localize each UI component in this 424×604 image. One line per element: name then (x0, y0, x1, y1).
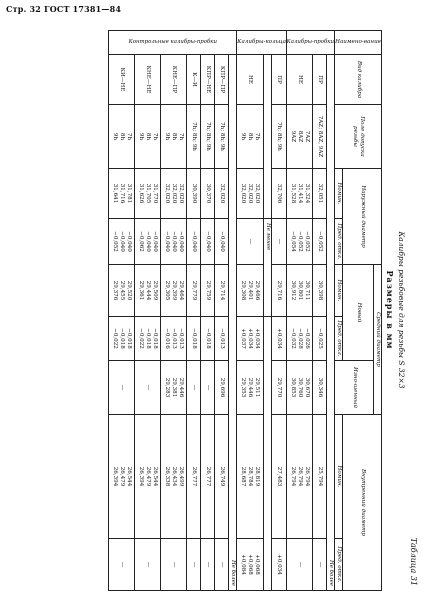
cell-md: 29,714 (214, 265, 228, 317)
cell-tol: 7h 8h 9h (108, 105, 134, 169)
cell-md: 29,779 (186, 265, 200, 317)
cell-id-dev: — (108, 539, 134, 591)
cell-id: 26,544 26,479 26,394 (134, 415, 160, 539)
gauge-dimensions-table (108, 30, 382, 591)
col-header-inner-diameter: Внутренний диаметр (343, 415, 382, 591)
cell-md-dev: +0,034 +0,034 +0,037 (236, 317, 263, 361)
cell-id-dev: +0,068 +0,068 +0,084 (236, 539, 263, 591)
cell-tol: 7h; 8h; 9h (200, 105, 214, 169)
cell-type: НЕ (236, 55, 263, 105)
cell-id-dev: — (134, 539, 160, 591)
cell-md-worn: 29,446 29,381 29,283 (160, 361, 186, 415)
col-header-tolerance: Поле допуска резьбы (335, 105, 382, 169)
col-header-middle-dev: Пред. откл. (335, 317, 343, 361)
cell-tol: 7h 8h 9h (134, 105, 160, 169)
cell-od-dev: — (272, 219, 287, 265)
cell-tol: 7h; 8h; 9h (214, 105, 228, 169)
table-row (160, 31, 186, 591)
cell-md: 29,716 (272, 265, 287, 317)
cell-tol: 7h; 8h; 9h (186, 105, 200, 169)
group-label-control: Контрольные калибры-пробки (108, 31, 236, 55)
table-number: Таблица 31 (409, 537, 418, 586)
cell-md-dev: −0,025 (312, 317, 326, 361)
band-ne-bolee: Не более (327, 55, 335, 591)
cell-md: 29,466 29,401 29,308 (236, 265, 263, 317)
table-row (312, 31, 326, 591)
table-row (186, 31, 200, 591)
cell-od-dev: −0,040 −0,040 −0,052 (108, 219, 134, 265)
cell-md: 29,759 (200, 265, 214, 317)
band-ne-menee: Не менее (263, 219, 271, 317)
cell-od: 31,770 31,705 31,626 (134, 169, 160, 219)
cell-md-worn: 30,346 (312, 361, 326, 415)
col-header-new: Новый (343, 265, 374, 361)
cell-id: 26,794 26,794 26,794 (286, 415, 312, 539)
col-header-inner-nom: Номин. (335, 415, 343, 539)
cell-od-dev: −0,040 (200, 219, 214, 265)
cell-od-dev: −0,052 (312, 219, 326, 265)
cell-id: 26,777 (186, 415, 200, 539)
cell-md: 29,464 29,399 29,305 (160, 265, 186, 317)
cell-tol: 7h 8h 9h (160, 105, 186, 169)
cell-type: НЕ (286, 55, 312, 105)
table-title: Калибры резьбовые для резьбы S 32×3 (397, 231, 406, 389)
cell-od: 30,370 (200, 169, 214, 219)
cell-id: 27,483 (272, 415, 287, 539)
cell-tol: 7AZ 8AZ 9AZ (286, 105, 312, 169)
col-header-outer-diameter: Наружный диаметр (343, 169, 382, 265)
cell-tol: 7h 8h 9h (236, 105, 263, 169)
table-units: Размеры в мм (385, 270, 395, 350)
cell-md-dev: −0,018 −0,018 −0,022 (134, 317, 160, 361)
table-row (134, 31, 160, 591)
cell-od-dev: — (236, 219, 263, 265)
cell-od: 31,781 31,716 31,641 (108, 169, 134, 219)
col-header-outer-nom: Номин. (335, 169, 343, 219)
cell-od-dev: −0,040 −0,040 −0,040 (160, 219, 186, 265)
cell-md-worn: 30,670 30,760 30,853 (286, 361, 312, 415)
cell-id-dev: — (186, 539, 200, 591)
cell-od: 30,390 (186, 169, 200, 219)
cell-type: КПР—ПР (214, 55, 228, 105)
cell-type: ПР (272, 55, 287, 105)
cell-md: 30,711 30,801 30,912 (286, 265, 312, 317)
cell-id-dev: — (214, 539, 228, 591)
cell-id-dev: — (312, 539, 326, 591)
table-row (214, 31, 228, 591)
cell-type: КНЕ—НЕ (134, 55, 160, 105)
group-label-plugs: Калибры-пробки (286, 31, 334, 55)
cell-tol: 7h; 8h; 9h (272, 105, 287, 169)
cell-id-dev: — (286, 539, 312, 591)
cell-id: 26,499 26,434 26,338 (160, 415, 186, 539)
table-row (272, 31, 287, 591)
cell-od: 32,020 (214, 169, 228, 219)
table-row (236, 31, 263, 591)
cell-type: КПР—НЕ (200, 55, 214, 105)
cell-id: 25,794 (312, 415, 326, 539)
cell-md: 30,398 (312, 265, 326, 317)
col-header-outer-dev: Пред. откл. (335, 219, 343, 265)
band-empty (263, 55, 271, 219)
cell-tol: 7AZ; 8AZ, 9AZ (312, 105, 326, 169)
band-empty (263, 317, 271, 591)
cell-md-worn: 29,770 (272, 361, 287, 415)
cell-md-dev: −0,013 (214, 317, 228, 361)
table-row (200, 31, 214, 591)
cell-od-dev: −0,040 (186, 219, 200, 265)
col-header-name: Наимено-вание (335, 31, 382, 55)
cell-od-dev: −0,040 (214, 219, 228, 265)
cell-id: 28,819 28,784 28,687 (236, 415, 263, 539)
cell-id: 26,777 (200, 415, 214, 539)
cell-id-dev: +0,034 (272, 539, 287, 591)
cell-od: 32,020 32,020 32,020 (236, 169, 263, 219)
table-row (286, 31, 312, 591)
cell-od: 31,324 31,414 31,528 (286, 169, 312, 219)
rotated-table-page (30, 30, 418, 590)
cell-id-dev: — (200, 539, 214, 591)
cell-md-dev: +0,034 (272, 317, 287, 361)
cell-od: 32,706 (272, 169, 287, 219)
cell-type: КИ—НЕ (108, 55, 134, 105)
cell-md: 29,509 29,444 29,361 (134, 265, 160, 317)
cell-md-worn: — (186, 361, 200, 415)
cell-md-dev: −0,018 (200, 317, 214, 361)
cell-md-worn: — (108, 361, 134, 415)
cell-md-dev: −0,018 (186, 317, 200, 361)
cell-md-worn: — (134, 361, 160, 415)
cell-id: 26,749 (214, 415, 228, 539)
cell-md-worn: — (200, 361, 214, 415)
cell-od-dev: −0,040 −0,040 −0,062 (134, 219, 160, 265)
cell-type: К—И (186, 55, 200, 105)
table-row (108, 31, 134, 591)
cell-id-dev: — (160, 539, 186, 591)
band-ne-bolee: Не более (228, 55, 236, 591)
col-header-middle-diameter: Средний диаметр (374, 265, 382, 415)
cell-id: 26,544 26,479 26,394 (108, 415, 134, 539)
col-header-worn: Изно-шенный (335, 361, 374, 415)
cell-md-worn: 29,696 (214, 361, 228, 415)
cell-od: 32,020 32,020 32,020 (160, 169, 186, 219)
page-header: Стр. 32 ГОСТ 17381—84 (6, 4, 122, 14)
cell-md-dev: −0,026 −0,028 −0,032 (286, 317, 312, 361)
col-header-inner-dev: Пред. откл. (335, 539, 343, 591)
cell-md: 29,520 29,455 29,376 (108, 265, 134, 317)
col-header-type: Вид калибра (335, 55, 382, 105)
col-header-middle-nom: Номин. (335, 265, 343, 317)
cell-type: КНЕ—ПР (160, 55, 186, 105)
cell-od: 32,051 (312, 169, 326, 219)
cell-od-dev: −0,052 −0,052 −0,054 (286, 219, 312, 265)
group-label-rings: Калибры-кольца (236, 31, 286, 55)
cell-md-dev: −0,013 −0,013 −0,016 (160, 317, 186, 361)
cell-md-dev: −0,018 −0,018 −0,022 (108, 317, 134, 361)
cell-type: ПР (312, 55, 326, 105)
cell-md-worn: 29,511 29,446 29,353 (236, 361, 263, 415)
